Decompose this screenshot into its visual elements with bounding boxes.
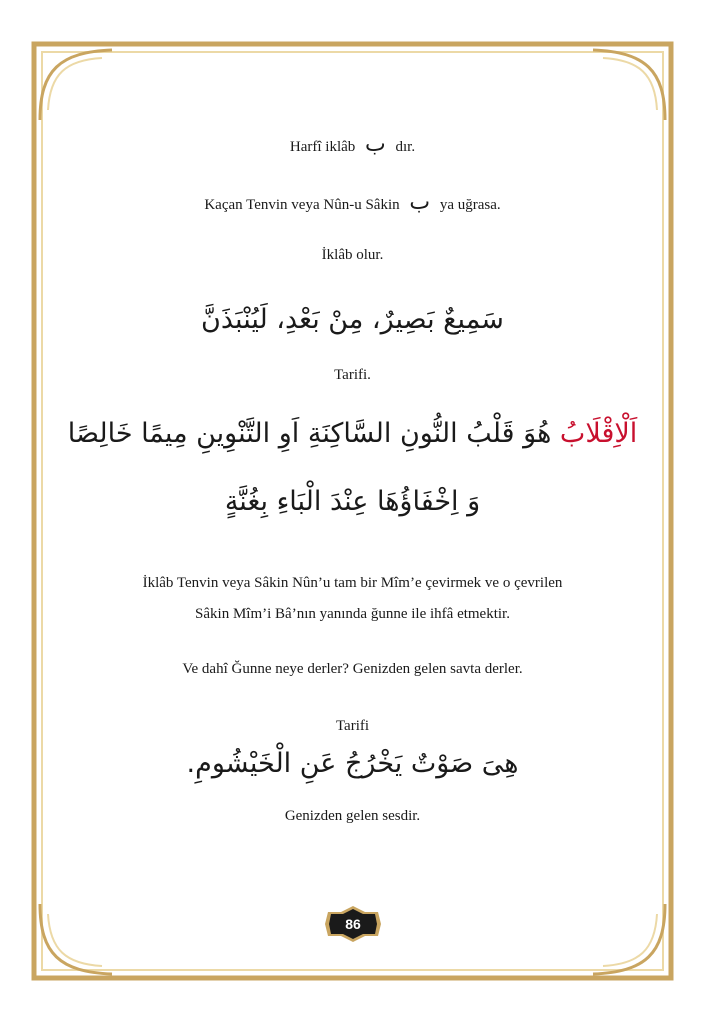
page-number: [325, 906, 381, 942]
arabic-definition-text: هُوَ قَلْبُ النُّونِ السَّاكِنَةِ اَوِ التَّنْوِينِ مِيمًا خَالِصًا: [67, 418, 552, 449]
arabic-examples: سَمِيعٌ بَصِيرٌ، مِنْ بَعْدِ، لَيُنْبَذَنَّ: [201, 304, 504, 335]
text-segment: Harfî iklâb: [289, 139, 356, 155]
text-line-iklab-olur: İklâb olur.: [321, 247, 384, 263]
arabic-definition-line-1: [0, 414, 705, 454]
text-line-explanation-2: Sâkin Mîm’i Bâ’nın yanında ğunne ile ihfâ etmektir.: [195, 606, 510, 622]
heading-tarifi-2: Tarifi: [335, 718, 370, 734]
arabic-term-iklab: اَلْاِقْلَابُ: [559, 418, 638, 449]
arabic-gunne-definition: هِىَ صَوْتٌ يَخْرُجُ عَنِ الْخَيْشُومِ.: [186, 748, 519, 779]
text-line-explanation-1: İklâb Tenvin veya Sâkin Nûn’u tam bir Mîm’e çevirmek ve o çevrilen: [142, 575, 563, 591]
text-line-kacan-tenvin: [0, 190, 705, 215]
text-line-harfi-iklab: [0, 132, 705, 157]
arabic-letter-ba: ب: [409, 190, 431, 215]
text-segment: dır.: [395, 139, 416, 155]
page-number-label: 86: [345, 916, 361, 932]
text-line-question: Ve dahî Ğunne neye derler? Genizden gelen savta derler.: [182, 661, 523, 677]
heading-tarifi: Tarifi.: [334, 367, 371, 383]
arabic-definition-line-2: وَ اِخْفَاؤُهَا عِنْدَ الْبَاءِ بِغُنَّةٍ: [224, 486, 481, 517]
arabic-letter-ba: ب: [365, 132, 386, 157]
text-segment: Kaçan Tenvin veya Nûn-u Sâkin: [204, 197, 400, 213]
text-line-final: Genizden gelen sesdir.: [284, 808, 421, 824]
text-segment: ya uğrasa.: [439, 197, 501, 213]
